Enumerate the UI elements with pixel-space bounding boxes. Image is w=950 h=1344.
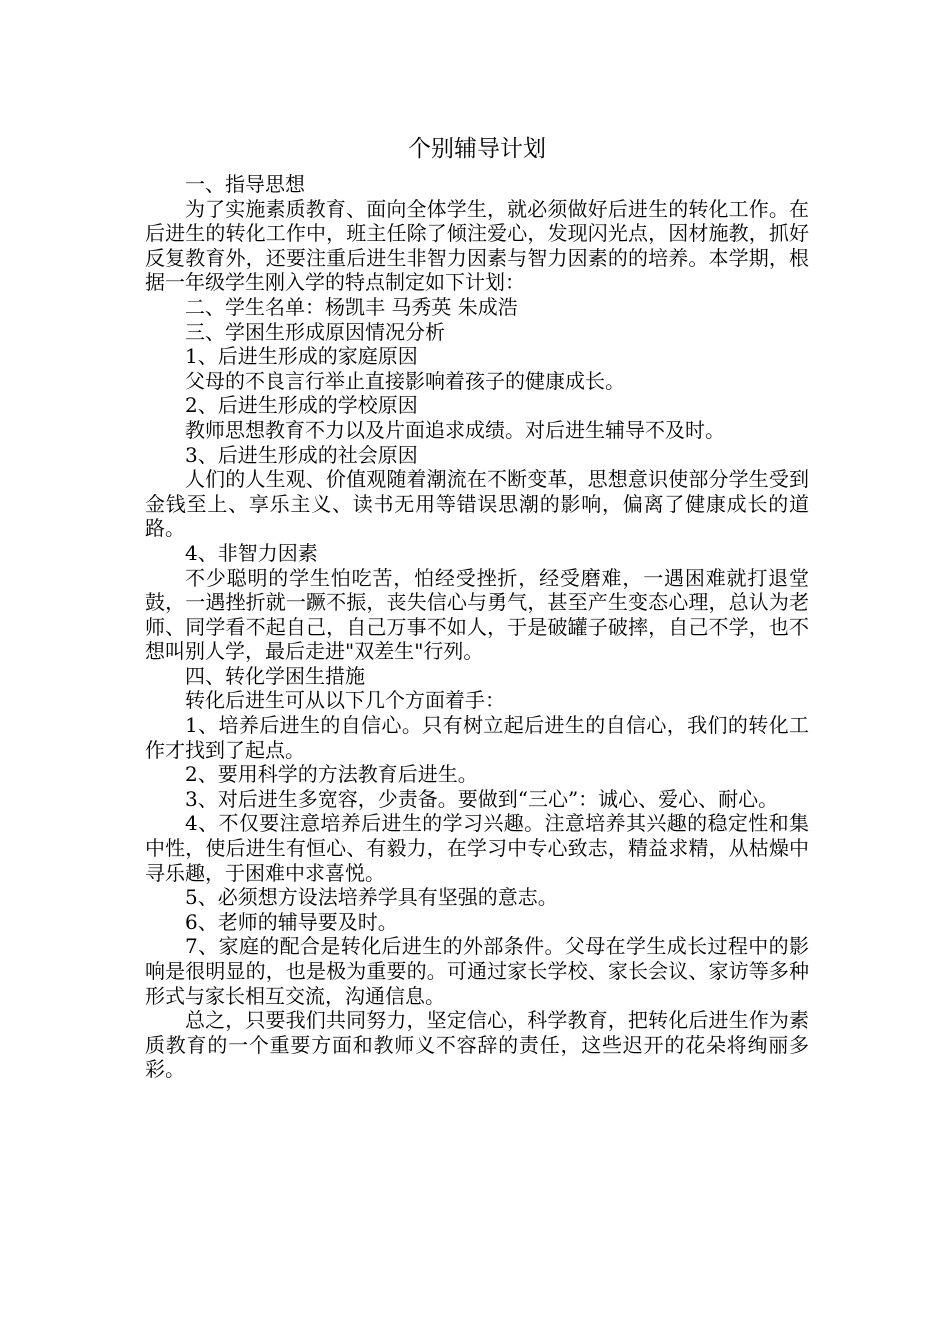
subheading-school-cause: 2、后进生形成的学校原因 [185, 393, 418, 418]
measure-item-1: 1、培养后进生的自信心。只有树立起后进生的自信心，我们的转化工作才找到了起点。 [145, 713, 809, 762]
document-title: 个别辅导计划 [408, 136, 546, 162]
paragraph-school-cause: 教师思想教育不力以及片面追求成绩。对后进生辅导不及时。 [185, 417, 725, 442]
paragraph-social-cause: 人们的人生观、价值观随着潮流在不断变革，思想意识使部分学生受到金钱至上、享乐主义、读书无用等错误思潮的影响，偏离了健康成长的道路。 [145, 467, 809, 541]
paragraph-family-cause: 父母的不良言行举止直接影响着孩子的健康成长。 [185, 368, 625, 393]
measure-item-2: 2、要用科学的方法教育后进生。 [185, 762, 478, 787]
paragraph-intro: 为了实施素质教育、面向全体学生，就必须做好后进生的转化工作。在后进生的转化工作中，班主任除了倾注爱心，发现闪光点，因材施教，抓好反复教育外，还要注重后进生非智力因素与智力因素的的培养。本学期，根据一年级学生刚入学的特点制定如下计划： [145, 196, 809, 295]
subheading-non-intellectual: 4、非智力因素 [185, 540, 318, 565]
measure-item-5: 5、必须想方设法培养学具有坚强的意志。 [185, 885, 558, 910]
section-heading-guiding-idea: 一、指导思想 [185, 172, 305, 196]
section-heading-student-list: 二、学生名单：杨凯丰 马秀英 朱成浩 [185, 294, 518, 319]
paragraph-non-intellectual: 不少聪明的学生怕吃苦，怕经受挫折，经受磨难，一遇困难就打退堂鼓，一遇挫折就一蹶不振，丧失信心与勇气，甚至产生变态心理，总认为老师、同学看不起自己，自己万事不如人，于是破罐子破摔，自己不学，也不想叫别人学，最后走进"双差生"行列。 [145, 565, 809, 664]
document-page [145, 132, 809, 1082]
paragraph-measures-intro: 转化后进生可从以下几个方面着手： [185, 688, 505, 713]
measure-item-6: 6、老师的辅导要及时。 [185, 909, 398, 934]
subheading-social-cause: 3、后进生形成的社会原因 [185, 442, 418, 467]
subheading-family-cause: 1、后进生形成的家庭原因 [185, 344, 418, 369]
paragraph-conclusion: 总之，只要我们共同努力，坚定信心，科学教育，把转化后进生作为素质教育的一个重要方面和教师义不容辞的责任，这些迟开的花朵将绚丽多彩。 [145, 1008, 809, 1082]
section-heading-measures: 四、转化学困生措施 [185, 663, 365, 688]
measure-item-7: 7、家庭的配合是转化后进生的外部条件。父母在学生成长过程中的影响是很明显的，也是极为重要的。可通过家长学校、家长会议、家访等多种形式与家长相互交流，沟通信息。 [145, 934, 809, 1008]
section-heading-cause-analysis: 三、学困生形成原因情况分析 [185, 319, 445, 344]
measure-item-4: 4、不仅要注意培养后进生的学习兴趣。注意培养其兴趣的稳定性和集中性，使后进生有恒心、有毅力，在学习中专心致志，精益求精，从枯燥中寻乐趣，于困难中求喜悦。 [145, 811, 809, 885]
measure-item-3: 3、对后进生多宽容，少责备。要做到“三心”：诚心、爱心、耐心。 [185, 786, 779, 811]
